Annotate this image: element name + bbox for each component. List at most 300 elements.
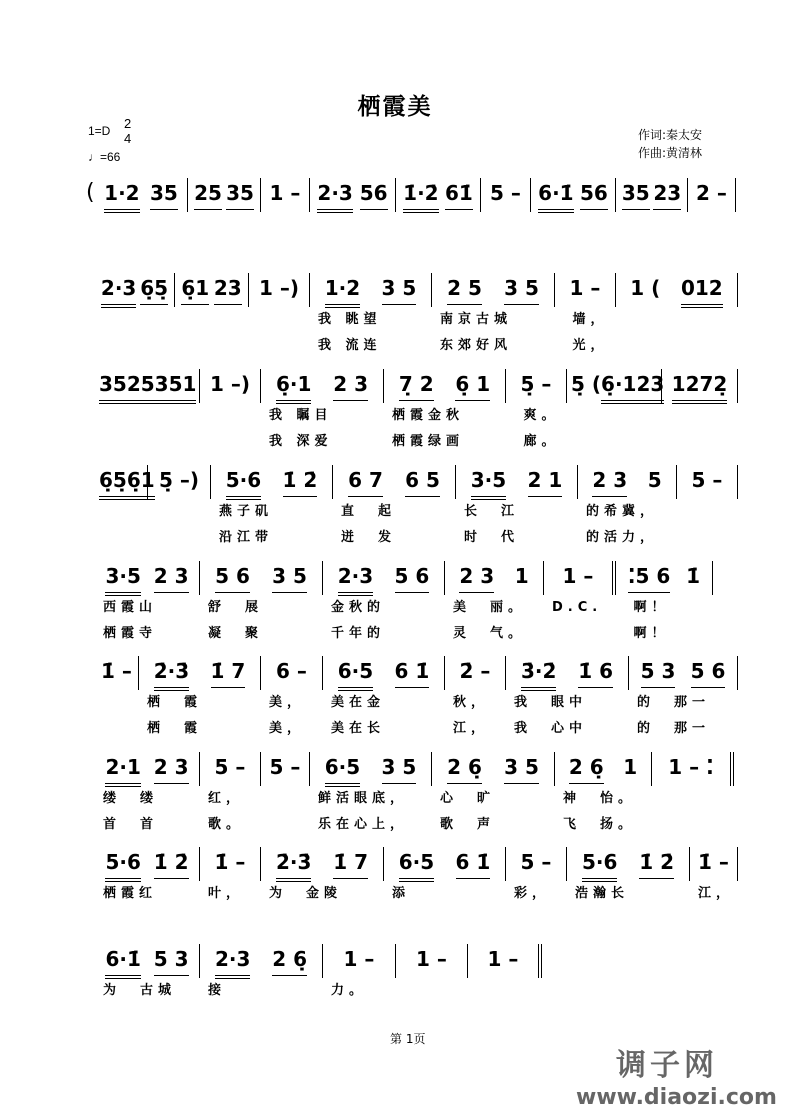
lyric-verse-2 — [249, 333, 310, 359]
measure-notes — [616, 273, 738, 307]
measure — [261, 752, 310, 838]
lyric-verse-1: 美 丽。 — [453, 600, 527, 615]
note-group: 1 – — [487, 947, 519, 971]
measure — [396, 178, 481, 264]
note-group: 5 3 — [641, 658, 676, 688]
lyric-verse-2 — [95, 1004, 200, 1030]
measure — [432, 752, 555, 838]
note-group: 2̇·3̇ — [154, 658, 189, 691]
measure — [616, 273, 738, 359]
note-group: 6̣·123 — [601, 371, 664, 404]
measure — [148, 465, 211, 551]
note-group: 6̣·1 — [276, 371, 311, 404]
note-group: 6 1̇ — [456, 849, 491, 879]
lyric-verse-2: 歌。 — [208, 817, 245, 832]
measure — [506, 656, 629, 742]
measure-notes — [688, 178, 736, 212]
note-group: 35 — [226, 180, 254, 210]
note-group: 6̣5̣6̣1 — [99, 467, 155, 500]
measure — [544, 561, 616, 647]
lyric-verse-1 — [95, 690, 139, 716]
measure-notes — [249, 273, 310, 307]
measure — [677, 465, 738, 551]
lyric-verse-2: 江， — [453, 721, 490, 736]
note-group: 1 ( — [630, 276, 661, 300]
lyric-verse-2 — [95, 716, 139, 742]
note-group: 6 – — [276, 659, 307, 683]
measure — [629, 656, 738, 742]
measures — [95, 369, 738, 455]
note-group: 1̇·2̇ — [403, 180, 438, 213]
measure — [95, 273, 175, 359]
measure-notes — [396, 178, 481, 212]
lyric-verse-2 — [95, 525, 148, 551]
measure-notes — [445, 656, 506, 690]
note-group: 56 — [580, 180, 608, 210]
lyric-verse-2: 廊。 — [514, 434, 560, 449]
measure — [384, 847, 506, 933]
measure-notes — [200, 752, 261, 786]
measure — [175, 273, 249, 359]
note-group: 2 6̣ — [272, 946, 307, 976]
lyric-verse-2 — [677, 525, 738, 551]
measure — [555, 273, 616, 359]
note-group: 1̇ 2̇ — [154, 849, 189, 879]
note-group: 3̇·2̇ — [521, 658, 556, 691]
note-group: 5·6 — [226, 467, 261, 500]
time-signature — [124, 116, 131, 146]
measure-notes — [616, 561, 713, 595]
measure — [506, 847, 567, 933]
note-group: 2̇·3̇ — [276, 849, 311, 882]
lyric-verse-1: 江， — [698, 886, 735, 901]
lyric-verse-1 — [188, 212, 261, 238]
measure — [211, 465, 333, 551]
lyric-verse-2 — [567, 429, 662, 455]
lyric-verse-1 — [652, 786, 734, 812]
lyric-verse-2 — [310, 238, 396, 264]
measure — [468, 944, 542, 1030]
note-group: 1·2 — [325, 275, 360, 308]
lyric-verse-1: 栖霞金秋 — [392, 408, 465, 423]
note-group: 6̣5̣ — [140, 275, 168, 305]
measure — [261, 847, 384, 933]
lyric-verse-1: 舒 展 — [208, 600, 264, 615]
note-group: 2·3 — [101, 275, 136, 308]
note-group: 1̇ 7 — [211, 658, 246, 688]
measure-notes — [531, 178, 616, 212]
measure-notes — [555, 273, 616, 307]
measure — [95, 752, 200, 838]
measures — [95, 944, 542, 1030]
measure — [567, 369, 665, 455]
measure-notes — [456, 465, 578, 499]
lyric-verse-1 — [662, 403, 738, 429]
measure-notes — [261, 847, 384, 881]
measure-notes — [629, 656, 738, 690]
lyric-verse-1: 美在金 — [331, 695, 386, 710]
measure-notes — [616, 178, 688, 212]
note-group: 2 – — [696, 181, 727, 205]
measure-notes — [95, 178, 188, 212]
note-group: 2·1 — [105, 754, 140, 787]
lyric-verse-2 — [544, 621, 616, 647]
note-group: 3·5 — [471, 467, 506, 500]
lyric-verse-1: 接 — [208, 983, 227, 998]
measures — [95, 561, 713, 647]
note-group: 6̣1 — [181, 275, 209, 305]
note-group: 2 6̣ — [447, 754, 482, 784]
measure-notes — [139, 656, 261, 690]
measure-notes — [323, 561, 445, 595]
lyric-verse-2: 首 首 — [103, 817, 159, 832]
note-group: 6̣ 1 — [455, 371, 490, 401]
note-group: ⁚5 6 — [628, 563, 670, 593]
lyric-verse-1: 燕子矶 — [219, 504, 274, 519]
lyric-verse-1: D.C. — [552, 600, 603, 615]
measure — [506, 369, 567, 455]
note-group: 5 – — [490, 181, 521, 205]
measures — [95, 656, 738, 742]
note-group: 1 –) — [209, 372, 251, 396]
measure — [261, 178, 310, 264]
lyric-verse-2 — [652, 812, 734, 838]
lyric-verse-2: 灵 气。 — [453, 626, 527, 641]
measure-notes — [333, 465, 456, 499]
lyric-verse-1 — [200, 403, 261, 429]
lyric-verse-2 — [616, 238, 688, 264]
measure-notes — [95, 656, 139, 690]
measure — [690, 847, 738, 933]
lyric-verse-2: 的活力， — [586, 530, 659, 545]
note-group: 2·3 — [215, 946, 250, 979]
opening-parenthesis: ( — [86, 180, 95, 205]
lyric-verse-2 — [175, 333, 249, 359]
lyric-verse-2: 栖霞寺 — [103, 626, 158, 641]
measure-notes — [261, 178, 310, 212]
lyric-verse-1 — [261, 212, 310, 238]
measure — [261, 369, 384, 455]
lyric-verse-1: 栖霞红 — [103, 886, 158, 901]
note-group: 5 6 — [691, 658, 726, 688]
lyric-verse-1 — [95, 212, 188, 238]
lyric-verse-2 — [95, 907, 200, 933]
measure — [95, 178, 188, 264]
measure — [95, 656, 139, 742]
note-group: 5 — [647, 468, 662, 492]
measure — [200, 561, 323, 647]
lyric-verse-1: 彩， — [514, 886, 551, 901]
measure — [200, 944, 323, 1030]
measure-notes — [200, 369, 261, 403]
lyric-verse-2 — [261, 812, 310, 838]
lyric-verse-1 — [95, 307, 175, 333]
lyric-verse-2: 栖霞绿画 — [392, 434, 465, 449]
lyric-verse-1: 浩瀚长 — [575, 886, 630, 901]
lyric-verse-2 — [261, 907, 384, 933]
note-group: 7̣ 2 — [399, 371, 434, 401]
lyric-verse-2 — [396, 238, 481, 264]
measure-notes — [445, 561, 544, 595]
lyric-verse-1: 叶， — [208, 886, 245, 901]
measure — [323, 944, 396, 1030]
measure-notes — [468, 944, 542, 978]
lyric-verse-2 — [468, 1004, 542, 1030]
lyric-verse-1: 秋， — [453, 695, 490, 710]
lyric-verse-1: 心 旷 — [440, 791, 496, 806]
lyric-verse-1 — [175, 307, 249, 333]
lyric-verse-2 — [200, 1004, 323, 1030]
measure — [200, 369, 261, 455]
measure-notes — [384, 369, 506, 403]
note-group: 2 5 — [447, 275, 482, 305]
lyric-verse-2 — [616, 333, 738, 359]
note-group: 2 1 — [528, 467, 563, 497]
watermark-logo: 调子网 — [616, 1048, 718, 1083]
measure-notes — [396, 944, 468, 978]
note-group: 6·1̇ — [538, 180, 573, 213]
measure — [323, 561, 445, 647]
note-group: 2·3 — [317, 180, 352, 213]
note-group: 1 – — [269, 181, 301, 205]
measure-notes — [310, 273, 432, 307]
measure — [555, 752, 652, 838]
measure-notes — [95, 369, 200, 403]
note-group: 3 5 — [504, 275, 539, 305]
note-group: 35 — [622, 180, 650, 210]
note-group: 5̣ ( — [571, 372, 602, 396]
lyric-verse-2 — [690, 907, 738, 933]
note-group: 1 – — [569, 276, 601, 300]
measure — [384, 369, 506, 455]
lyric-verse-2: 美， — [269, 721, 306, 736]
note-group: 1̇ – — [214, 850, 246, 874]
note-group: 25 — [194, 180, 222, 210]
measure — [445, 656, 506, 742]
note-group: 1 — [514, 564, 529, 588]
lyric-verse-2 — [688, 238, 736, 264]
lyric-verse-2: 光， — [563, 338, 609, 353]
lyric-verse-1 — [616, 307, 738, 333]
lyric-verse-1 — [95, 499, 148, 525]
measure-notes — [175, 273, 249, 307]
lyric-verse-1 — [616, 212, 688, 238]
lyric-verse-2 — [95, 238, 188, 264]
lyric-verse-2: 我 流连 — [318, 338, 382, 353]
measure — [567, 847, 690, 933]
measure — [261, 656, 323, 742]
lyric-verse-1: 美， — [269, 695, 306, 710]
measure-notes — [95, 944, 200, 978]
measure-notes — [95, 847, 200, 881]
measure-notes — [148, 465, 211, 499]
note-group: 2̇ – — [459, 659, 491, 683]
lyric-verse-2 — [662, 429, 738, 455]
lyric-verse-1: 我 瞩目 — [269, 408, 333, 423]
measure — [662, 369, 738, 455]
measure — [445, 561, 544, 647]
lyric-verse-1: 栖 霞 — [147, 695, 203, 710]
credits — [638, 126, 702, 162]
measure — [688, 178, 736, 264]
measure — [310, 273, 432, 359]
note-group: 6·5 — [338, 658, 373, 691]
lyric-verse-2: 栖 霞 — [147, 721, 203, 736]
measure — [333, 465, 456, 551]
note-group: 6 5 — [405, 467, 440, 497]
measure — [456, 465, 578, 551]
measure-notes — [506, 369, 567, 403]
lyric-verse-1: 爽。 — [514, 408, 560, 423]
measure — [531, 178, 616, 264]
lyric-verse-1 — [95, 403, 200, 429]
lyric-verse-1 — [677, 499, 738, 525]
note-group: 1·2 — [104, 180, 139, 213]
note-group: 2 3 — [459, 563, 494, 593]
measure-notes — [310, 752, 432, 786]
note-group: 5·6 — [582, 849, 617, 882]
measure-notes — [188, 178, 261, 212]
lyric-verse-1: 为 金陵 — [269, 886, 343, 901]
measures — [95, 847, 738, 933]
measure — [95, 369, 200, 455]
measures — [95, 273, 738, 359]
note-group: 1̇ — [686, 564, 701, 588]
lyric-verse-1: 我 眼中 — [514, 695, 588, 710]
note-group: 1̇ – — [101, 659, 132, 683]
measure — [139, 656, 261, 742]
lyric-verse-2 — [95, 429, 200, 455]
measure — [323, 656, 445, 742]
lyric-verse-2: 时 代 — [464, 530, 520, 545]
lyric-verse-2 — [148, 525, 211, 551]
measure — [95, 561, 200, 647]
note-group: 6·1̇ — [105, 946, 140, 979]
measure-notes — [200, 847, 261, 881]
lyric-verse-1: 长 江 — [464, 504, 520, 519]
note-group: 6 1̇ — [395, 658, 430, 688]
measure-notes — [310, 178, 396, 212]
lyric-verse-2 — [188, 238, 261, 264]
note-group: 1 – — [562, 564, 594, 588]
lyric-verse-2 — [323, 1004, 396, 1030]
lyric-verse-2 — [95, 333, 175, 359]
note-group: 3 5 — [382, 754, 417, 784]
lyric-verse-2: 乐在心上， — [318, 817, 409, 832]
note-group: 1 — [623, 755, 638, 779]
note-group: 6·5 — [399, 849, 434, 882]
lyric-verse-2: 凝 聚 — [208, 626, 264, 641]
note-group: 5·6 — [105, 849, 140, 882]
lyric-verse-2: 歌 声 — [440, 817, 496, 832]
note-group: 1272̣ — [672, 371, 728, 404]
measure-notes — [578, 465, 677, 499]
lyric-verse-1 — [396, 212, 481, 238]
measure-notes — [652, 752, 734, 786]
lyric-verse-2: 飞 扬。 — [563, 817, 637, 832]
lyric-verse-1: 我 眺望 — [318, 312, 382, 327]
measure — [432, 273, 555, 359]
lyric-verse-1 — [688, 212, 736, 238]
note-group: 2 6̣ — [569, 754, 604, 784]
lyric-verse-1: 鲜活眼底， — [318, 791, 409, 806]
lyric-verse-1: 为 古城 — [103, 983, 177, 998]
measure-notes — [95, 465, 155, 499]
lyric-verse-2: 美在长 — [331, 721, 386, 736]
lyric-verse-2 — [506, 907, 567, 933]
measure — [249, 273, 310, 359]
lyricist: 作词:秦太安 — [638, 128, 703, 142]
measure-notes — [567, 847, 690, 881]
note-group: 6 7 — [348, 467, 383, 497]
note-group: 1 – ⁚ — [668, 755, 714, 779]
lyric-verse-1 — [567, 403, 662, 429]
lyric-verse-1: 神 怡。 — [563, 791, 637, 806]
measure-notes — [200, 561, 323, 595]
page-number: 第 1页 — [390, 1032, 426, 1046]
note-group: 1̇ 7 — [333, 849, 368, 879]
time-signature-bottom: 4 — [124, 131, 132, 146]
note-group: 1 –) — [258, 276, 300, 300]
note-group: 2 3 — [592, 467, 627, 497]
measure — [95, 465, 155, 551]
lyric-verse-1 — [310, 212, 396, 238]
lyric-verse-2 — [384, 907, 506, 933]
lyric-verse-1: 墙， — [563, 312, 609, 327]
lyric-verse-2 — [200, 907, 261, 933]
note-group: 5̣ – — [520, 372, 552, 396]
note-group: 1̇ 2̇ — [639, 849, 674, 879]
measure — [481, 178, 531, 264]
measure-notes — [95, 561, 200, 595]
note-group: 2 3 — [154, 754, 189, 784]
lyric-verse-1: 西霞山 — [103, 600, 158, 615]
measure-notes — [677, 465, 738, 499]
lyric-verse-1: 的 那一 — [637, 695, 711, 710]
lyric-verse-2 — [481, 238, 531, 264]
note-group: 5 – — [520, 850, 552, 874]
lyric-verse-1 — [468, 978, 542, 1004]
measure-notes — [567, 369, 665, 403]
note-group: 5 – — [691, 468, 723, 492]
note-group: 2 3 — [333, 371, 368, 401]
note-group: 3 5 — [504, 754, 539, 784]
lyric-verse-1: 力。 — [331, 983, 368, 998]
lyric-verse-1: 啊！ — [624, 600, 670, 615]
measure-notes — [323, 656, 445, 690]
note-group: 5 3 — [154, 946, 189, 976]
lyric-verse-2 — [200, 429, 261, 455]
measure-notes — [481, 178, 531, 212]
measure — [200, 752, 261, 838]
measures — [95, 178, 736, 264]
measure-notes — [432, 273, 555, 307]
note-group: 1̇ 2̇ — [283, 467, 318, 497]
lyric-verse-1 — [148, 499, 211, 525]
key-signature: 1=D — [88, 124, 111, 138]
note-group: 012 — [681, 275, 723, 308]
note-group: 56 — [360, 180, 388, 210]
measures — [95, 752, 734, 838]
lyric-verse-2 — [531, 238, 616, 264]
note-group: 1̇ 6 — [578, 658, 613, 688]
measure-notes — [544, 561, 616, 595]
lyric-verse-1: 红， — [208, 791, 245, 806]
note-group: 5 – — [214, 755, 246, 779]
lyric-verse-1 — [249, 307, 310, 333]
lyric-verse-1 — [531, 212, 616, 238]
measure-notes — [690, 847, 738, 881]
